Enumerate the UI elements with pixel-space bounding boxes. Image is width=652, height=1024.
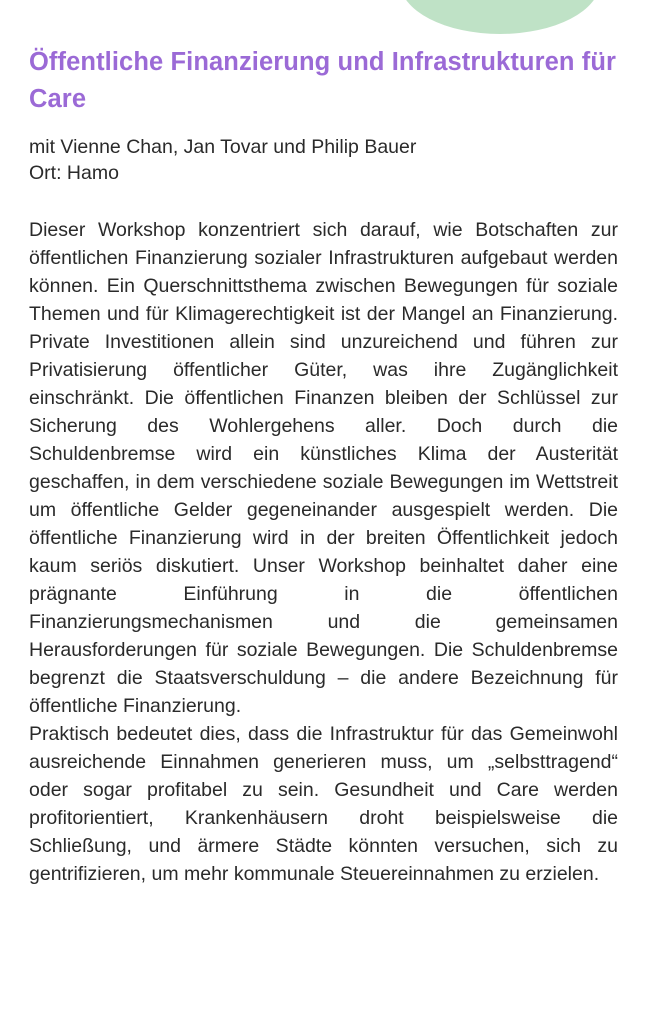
description-paragraph-2: Praktisch bedeutet dies, dass die Infrastruktur für das Gemeinwohl ausreichende Einnahmen generieren muss, um „selbsttragend“ oder sogar profitabel zu sein. Gesundheit und Care werden profitorientiert, Krankenhäusern droht beispielsweise die Schließung, und ärmere Städte könnten versuchen, sich zu gentrifizieren, um mehr kommunale Steuereinnahmen zu erzielen. [29,723,618,885]
workshop-title: Öffentliche Finanzierung und Infrastrukturen für Care [29,48,617,113]
workshop-description [29,216,618,888]
workshop-card [29,44,618,888]
location-line: Ort: Hamo [29,162,119,184]
decorative-green-shape [400,0,600,34]
description-paragraph-1: Dieser Workshop konzentriert sich darauf, wie Botschaften zur öffentlichen Finanzierung sozialer Infrastrukturen aufgebaut werden können. Ein Querschnittsthema zwischen Bewegungen für soziale Themen und für Klimagerechtigkeit ist der Mangel an Finanzierung. Private Investitionen allein sind unzureichend und führen zur Privatisierung öffentlicher Güter, was ihre Zugänglichkeit einschränkt. Die öffentlichen Finanzen bleiben der Schlüssel zur Sicherung des Wohlergehens aller. Doch durch die Schuldenbremse wird ein künstliches Klima der Austerität geschaffen, in dem verschiedene soziale Bewegungen im Wettstreit um öffentliche Gelder gegeneinander ausgespielt werden. Die öffentliche Finanzierung wird in der breiten Öffentlichkeit jedoch kaum seriös diskutiert. Unser Workshop beinhaltet daher eine prägnante Einführung in die öffentlichen Finanzierungsmechanismen und die gemeinsamen Herausforderungen für soziale Bewegungen. Die Schuldenbremse begrenzt die Staatsverschuldung – die andere Bezeichnung für öffentliche Finanzierung. [29,219,618,717]
workshop-meta [29,134,618,186]
speakers-line: mit Vienne Chan, Jan Tovar und Philip Bauer [29,136,417,158]
